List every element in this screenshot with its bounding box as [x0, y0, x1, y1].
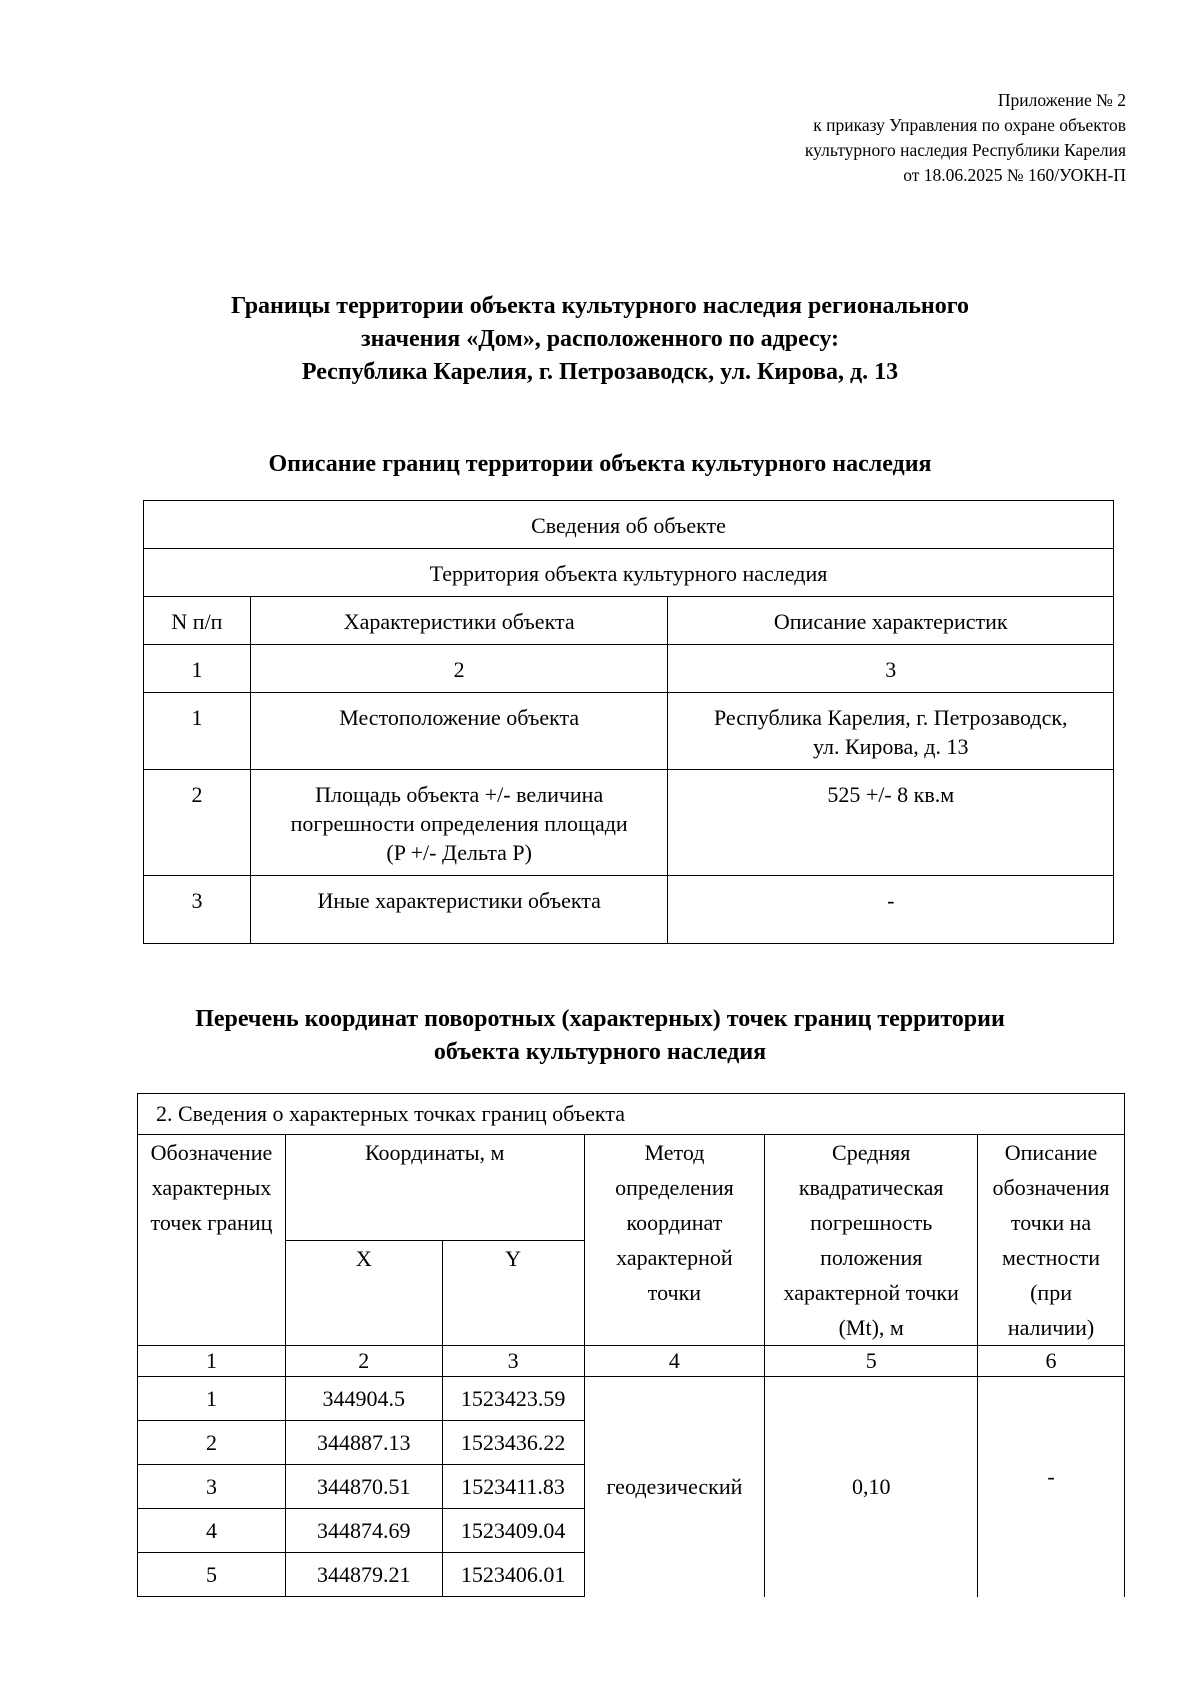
description-line: Республика Карелия, г. Петрозаводск, — [713, 705, 1068, 730]
header-line: (при — [1030, 1280, 1072, 1305]
row-number: 1 — [144, 693, 251, 770]
point-id: 3 — [138, 1465, 286, 1509]
column-header: N п/п — [144, 597, 251, 645]
header-line: Обозначение — [150, 1140, 273, 1165]
column-header-description — [978, 1135, 1125, 1346]
column-index: 3 — [442, 1346, 584, 1377]
table-header: Территория объекта культурного наследия — [144, 549, 1114, 597]
appendix-line: Приложение № 2 — [997, 90, 1126, 110]
error-value: 0,10 — [765, 1377, 978, 1597]
appendix-line: к приказу Управления по охране объектов — [813, 115, 1126, 135]
point-y: 1523406.01 — [442, 1553, 584, 1597]
table-row — [138, 1346, 1125, 1377]
row-number: 3 — [144, 876, 251, 944]
table-row — [144, 693, 1114, 770]
characteristic-line: погрешности определения площади — [290, 811, 628, 836]
column-index: 2 — [250, 645, 668, 693]
point-x: 344870.51 — [285, 1465, 442, 1509]
point-x: 344874.69 — [285, 1509, 442, 1553]
column-header-coordinates: Координаты, м — [285, 1135, 584, 1241]
column-index: 4 — [584, 1346, 765, 1377]
header-line: положения — [820, 1245, 923, 1270]
characteristic-cell — [250, 770, 668, 876]
column-index: 2 — [285, 1346, 442, 1377]
document-title — [0, 290, 1200, 389]
appendix-header — [526, 88, 1126, 188]
header-line: характерных — [151, 1175, 272, 1200]
header-line: местности — [1001, 1245, 1101, 1270]
point-x: 344904.5 — [285, 1377, 442, 1421]
heading-line: Перечень координат поворотных (характерных) точек границ территории — [195, 1006, 1005, 1032]
description-cell: 525 +/- 8 кв.м — [668, 770, 1114, 876]
column-header-error — [765, 1135, 978, 1346]
characteristic-line: Площадь объекта +/- величина — [315, 782, 604, 807]
header-line: наличии) — [1007, 1315, 1095, 1340]
section2-heading — [0, 1003, 1200, 1069]
description-value: - — [978, 1377, 1125, 1597]
characteristic-cell: Иные характеристики объекта — [250, 876, 668, 944]
description-cell — [668, 693, 1114, 770]
header-line: точек границ — [150, 1210, 273, 1235]
header-line: Метод — [644, 1140, 705, 1165]
point-y: 1523409.04 — [442, 1509, 584, 1553]
title-line: значения «Дом», расположенного по адресу: — [360, 326, 840, 352]
column-index: 1 — [138, 1346, 286, 1377]
appendix-line: культурного наследия Республики Карелия — [804, 140, 1126, 160]
table-row — [144, 549, 1114, 597]
point-id: 5 — [138, 1553, 286, 1597]
heading-line: объекта культурного наследия — [433, 1039, 767, 1065]
table-row — [138, 1377, 1125, 1421]
point-y: 1523411.83 — [442, 1465, 584, 1509]
section1-heading: Описание границ территории объекта культурного наследия — [268, 451, 932, 477]
characteristic-cell: Местоположение объекта — [250, 693, 668, 770]
table-row — [144, 597, 1114, 645]
point-id: 4 — [138, 1509, 286, 1553]
title-line: Республика Карелия, г. Петрозаводск, ул. Кирова, д. 13 — [301, 359, 899, 385]
column-header-method — [584, 1135, 765, 1346]
coordinates-table — [137, 1093, 1125, 1597]
header-line: (Mt), м — [838, 1315, 904, 1340]
header-line: точки — [647, 1280, 702, 1305]
column-index: 3 — [668, 645, 1114, 693]
table-caption: 2. Сведения о характерных точках границ объекта — [138, 1094, 1125, 1135]
header-line: Описание — [1004, 1140, 1098, 1165]
row-number: 2 — [144, 770, 251, 876]
table-row — [144, 876, 1114, 944]
point-y: 1523436.22 — [442, 1421, 584, 1465]
header-line: характерной — [616, 1245, 733, 1270]
column-index: 5 — [765, 1346, 978, 1377]
column-header-y: Y — [442, 1240, 584, 1346]
point-x: 344887.13 — [285, 1421, 442, 1465]
description-cell: - — [668, 876, 1114, 944]
header-line: погрешность — [810, 1210, 933, 1235]
description-line: ул. Кирова, д. 13 — [812, 734, 969, 759]
column-header-point — [138, 1135, 286, 1346]
header-line: характерной точки — [783, 1280, 959, 1305]
characteristic-line: (P +/- Дельта P) — [386, 840, 532, 865]
table-row — [144, 501, 1114, 549]
header-line: квадратическая — [798, 1175, 944, 1200]
object-info-table — [143, 500, 1114, 944]
column-index: 6 — [978, 1346, 1125, 1377]
point-id: 2 — [138, 1421, 286, 1465]
header-line: обозначения — [992, 1175, 1110, 1200]
header-line: определения — [615, 1175, 734, 1200]
point-y: 1523423.59 — [442, 1377, 584, 1421]
appendix-line: от 18.06.2025 № 160/УОКН-П — [903, 165, 1126, 185]
point-x: 344879.21 — [285, 1553, 442, 1597]
table-row — [144, 645, 1114, 693]
method-value: геодезический — [584, 1377, 765, 1597]
header-line: Средняя — [832, 1140, 911, 1165]
table-row — [138, 1135, 1125, 1241]
column-header-x: X — [285, 1240, 442, 1346]
table-row — [138, 1094, 1125, 1135]
header-line: точки на — [1010, 1210, 1092, 1235]
column-header: Характеристики объекта — [250, 597, 668, 645]
column-header: Описание характеристик — [668, 597, 1114, 645]
column-index: 1 — [144, 645, 251, 693]
table-header: Сведения об объекте — [144, 501, 1114, 549]
header-line: координат — [626, 1210, 723, 1235]
table-row — [144, 770, 1114, 876]
point-id: 1 — [138, 1377, 286, 1421]
title-line: Границы территории объекта культурного наследия регионального — [230, 293, 970, 319]
